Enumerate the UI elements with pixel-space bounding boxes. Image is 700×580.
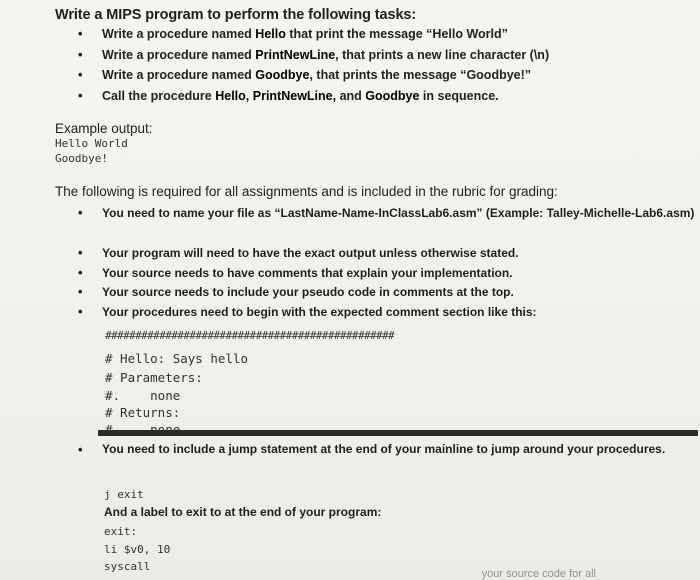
code-line: li $v0, 10 xyxy=(104,543,171,556)
list-item: • Call the procedure Hello, PrintNewLine, and Goodbye in sequence. xyxy=(78,86,549,107)
list-item: • Write a procedure named Hello that print the message “Hello World” xyxy=(78,24,549,45)
bullet-icon: • xyxy=(78,26,83,41)
example-output-line: Hello World xyxy=(55,137,128,150)
comment-hash-line: ################################################ xyxy=(105,329,395,342)
bullet-icon: • xyxy=(78,442,83,457)
list-item: • You need to include a jump statement at the end of your mainline to jump around your procedures. xyxy=(78,442,666,457)
list-item: • Write a procedure named PrintNewLine, that prints a new line character (\n) xyxy=(78,45,549,66)
bullet-icon: • xyxy=(78,46,83,62)
jump-list xyxy=(78,440,665,459)
bullet-icon: • xyxy=(78,284,83,299)
example-output-line: Goodbye! xyxy=(55,152,108,165)
bullet-icon: • xyxy=(78,245,83,260)
bullet-icon: • xyxy=(78,205,83,220)
code-line: syscall xyxy=(104,560,151,573)
task-heading: Write a MIPS program to perform the following tasks: xyxy=(55,7,417,23)
list-item: • Your source needs to include your pseudo code in comments at the top. xyxy=(78,282,694,302)
code-line: j exit xyxy=(104,488,144,501)
requirements-heading: The following is required for all assignments and is included in the rubric for grading: xyxy=(55,184,558,199)
bullet-icon: • xyxy=(78,303,83,319)
bullet-icon: • xyxy=(78,264,83,280)
horizontal-divider xyxy=(98,430,698,436)
task-list xyxy=(78,24,549,106)
example-output-label: Example output: xyxy=(55,121,153,136)
comment-line: # Returns: xyxy=(105,405,181,420)
exit-label-instruction: And a label to exit to at the end of your program: xyxy=(104,505,382,519)
list-item: • Write a procedure named Goodbye, that prints the message “Goodbye!” xyxy=(78,65,549,86)
list-item: • Your procedures need to begin with the expected comment section like this: xyxy=(78,302,694,322)
bullet-icon: • xyxy=(78,67,83,82)
comment-line: # Parameters: xyxy=(105,370,203,385)
requirements-list xyxy=(78,203,694,321)
comment-line: # Hello: Says hello xyxy=(105,351,248,366)
code-line: exit: xyxy=(104,525,138,538)
list-item: • You need to name your file as “LastName-Name-InClassLab6.asm” (Example: Talley-Michelle-Lab6.asm) xyxy=(78,203,694,243)
list-item: • Your program will need to have the exact output unless otherwise stated. xyxy=(78,243,694,263)
bullet-icon: • xyxy=(78,87,83,103)
list-item: • Your source needs to have comments that explain your implementation. xyxy=(78,263,694,283)
comment-line: #. none xyxy=(105,388,181,403)
cutoff-text: your source code for all xyxy=(481,568,596,580)
